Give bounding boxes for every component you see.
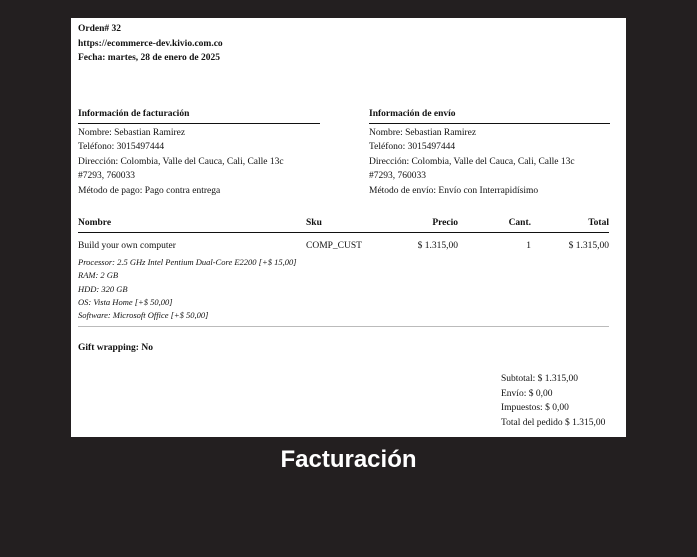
invoice-document <box>71 18 626 437</box>
store-url: https://ecommerce-dev.kivio.com.co <box>78 38 223 49</box>
billing-info <box>78 107 320 198</box>
shipping-name: Nombre: Sebastian Ramirez <box>369 127 477 138</box>
order-total: Total del pedido $ 1.315,00 <box>501 417 606 428</box>
order-number: Orden# 32 <box>78 24 122 34</box>
shipping-address-line2: #7293, 760033 <box>369 171 426 181</box>
attribute-software: Software: Microsoft Office [+$ 50,00] <box>78 310 209 321</box>
items-table-header <box>78 218 609 233</box>
col-header-name: Nombre <box>78 218 112 228</box>
col-header-sku: Sku <box>306 218 322 228</box>
order-header <box>78 22 223 66</box>
divider <box>78 326 609 327</box>
shipping-info <box>369 107 611 198</box>
item-name: Build your own computer <box>78 241 176 251</box>
item-price: $ 1.315,00 <box>417 241 458 251</box>
page-caption: Facturación <box>280 446 417 473</box>
shipping-phone: Teléfono: 3015497444 <box>369 142 456 152</box>
item-attributes <box>78 256 297 322</box>
order-date: Fecha: martes, 28 de enero de 2025 <box>78 53 221 63</box>
shipping-address: Dirección: Colombia, Valle del Cauca, Cali, Calle 13c <box>369 156 575 167</box>
subtotal: Subtotal: $ 1.315,00 <box>501 374 579 384</box>
billing-heading: Información de facturación <box>78 107 320 124</box>
billing-phone: Teléfono: 3015497444 <box>78 142 165 152</box>
col-header-qty: Cant. <box>508 218 531 228</box>
item-qty: 1 <box>526 241 531 251</box>
col-header-total: Total <box>588 218 609 228</box>
attribute-hdd: HDD: 320 GB <box>78 283 128 294</box>
billing-address: Dirección: Colombia, Valle del Cauca, Cali, Calle 13c <box>78 156 284 167</box>
shipping-heading: Información de envío <box>369 107 610 124</box>
col-header-price: Precio <box>432 218 458 228</box>
taxes: Impuestos: $ 0,00 <box>501 403 569 413</box>
item-total: $ 1.315,00 <box>568 241 609 251</box>
attribute-processor: Processor: 2.5 GHz Intel Pentium Dual-Core E2200 [+$ 15,00] <box>78 257 297 267</box>
billing-address-line2: #7293, 760033 <box>78 171 135 181</box>
attribute-os: OS: Vista Home [+$ 50,00] <box>78 296 173 307</box>
order-totals <box>501 372 605 430</box>
shipping-method: Método de envío: Envío con Interrapidísimo <box>369 185 539 196</box>
table-row <box>78 241 609 255</box>
attribute-ram: RAM: 2 GB <box>78 270 119 281</box>
billing-name: Nombre: Sebastian Ramirez <box>78 127 186 138</box>
item-sku: COMP_CUST <box>306 241 362 251</box>
shipping-cost: Envío: $ 0,00 <box>501 388 553 399</box>
payment-method: Método de pago: Pago contra entrega <box>78 185 221 196</box>
gift-wrapping: Gift wrapping: No <box>78 343 153 353</box>
